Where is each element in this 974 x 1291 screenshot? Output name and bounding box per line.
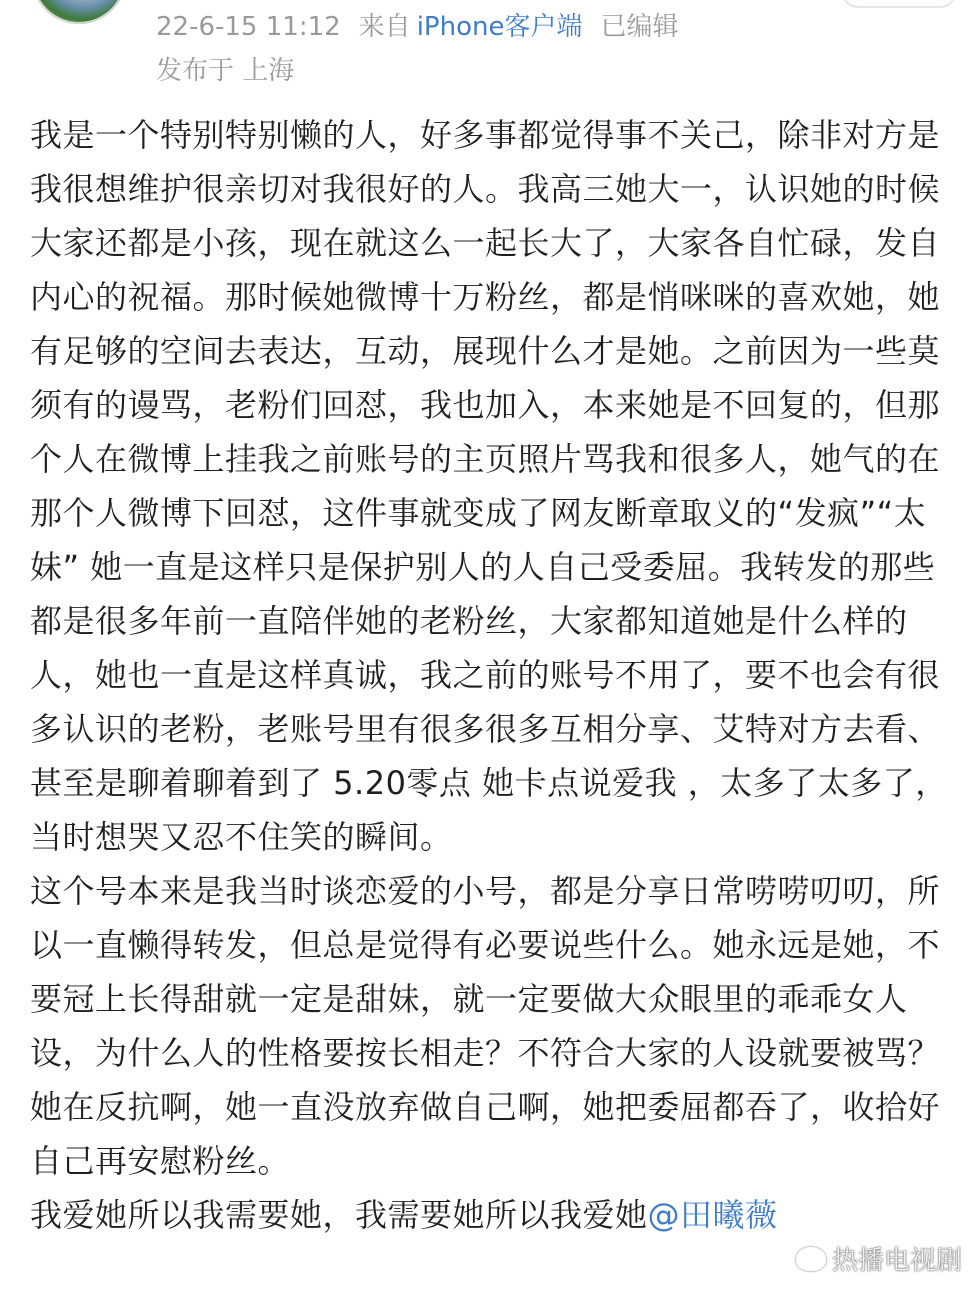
edited-label[interactable]: 已编辑 (600, 12, 679, 42)
more-button[interactable] (842, 0, 956, 8)
post-paragraph-3 (30, 1188, 950, 1242)
post-paragraph-1: 我是一个特别特别懒的人，好多事都觉得事不关己，除非对方是我很想维护很亲切对我很好的人。我高三她大一，认识她的时候大家还都是小孩，现在就这么一起长大了，大家各自忙碌，发自内心的祝福。那时候她微博十万粉丝，都是悄咪咪的喜欢她，她有足够的空间去表达，互动，展现什么才是她。之前因为一些莫须有的谩骂，老粉们回怼，我也加入，本来她是不回复的，但那个人在微博上挂我之前账号的主页照片骂我和很多人，她气的在那个人微博下回怼，这件事就变成了网友断章取义的“发疯”“太妹” 她一直是这样只是保护别人的人自己受委屈。我转发的那些都是很多年前一直陪伴她的老粉丝，大家都知道她是什么样的人，她也一直是这样真诚，我之前的账号不用了，要不也会有很多认识的老粉，老账号里有很多很多互相分享、艾特对方去看、甚至是聊着聊着到了 5.20零点 她卡点说爱我 ，太多了太多了，当时想哭又忍不住笑的瞬间。 (30, 116, 948, 856)
post-header (0, 0, 974, 90)
watermark (796, 1240, 962, 1277)
source-client-link[interactable]: iPhone客户端 (416, 12, 583, 42)
post-location: 发布于 上海 (156, 56, 295, 86)
source-prefix: 来自 (358, 12, 411, 42)
post-paragraph-2: 这个号本来是我当时谈恋爱的小号，都是分享日常唠唠叨叨，所以一直懒得转发，但总是觉得有必要说些什么。她永远是她，不要冠上长得甜就一定是甜妹，就一定要做大众眼里的乖乖女人设，为什么人的性格要按长相走？不符合大家的人设就要被骂？她在反抗啊，她一直没放弃做自己啊，她把委屈都吞了，收拾好自己再安慰粉丝。 (30, 872, 941, 1180)
avatar[interactable] (32, 0, 126, 24)
post-meta (156, 6, 696, 43)
mention-link[interactable]: @田曦薇 (647, 1196, 778, 1234)
post-paragraph-3-text: 我爱她所以我需要她，我需要她所以我爱她 (30, 1196, 648, 1234)
watermark-text: 热播电视剧 (831, 1246, 962, 1276)
post-body (30, 108, 950, 1242)
post-date: 22-6-15 11:12 (156, 12, 341, 42)
weibo-logo-icon (796, 1247, 826, 1271)
